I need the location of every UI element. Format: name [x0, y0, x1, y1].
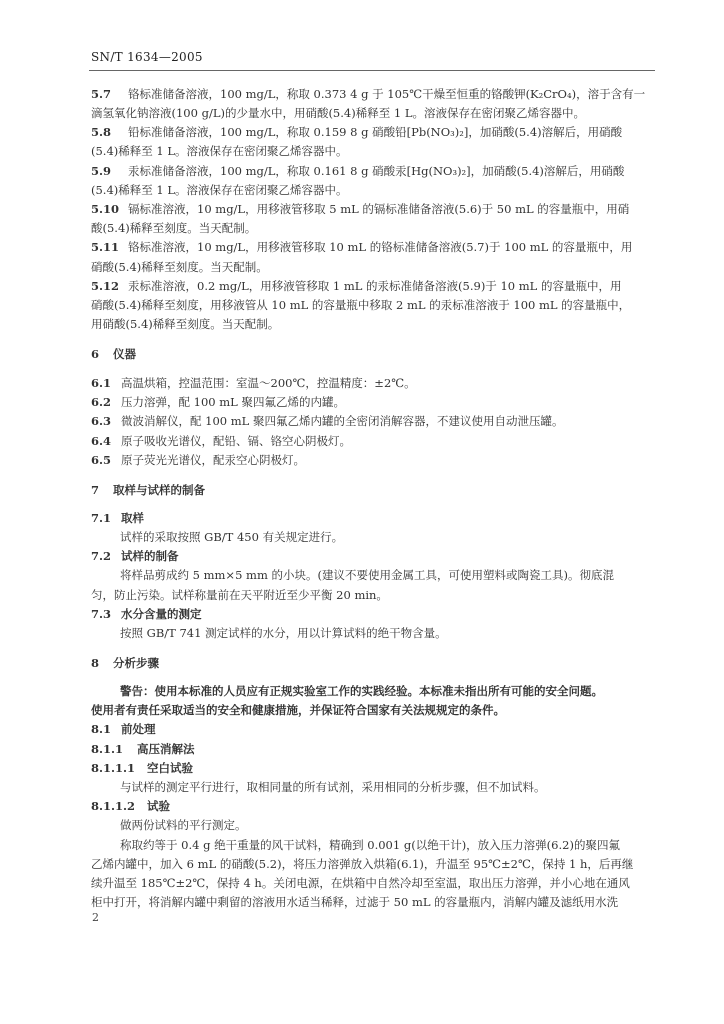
clause-text: 硝酸(5.4)稀释至刻度。当天配制。: [91, 260, 268, 274]
clause-text: 按照 GB/T 741 测定试样的水分，用以计算试料的绝干物含量。: [120, 626, 447, 640]
item-5-9: [91, 162, 657, 181]
clause-text: 铅标准储备溶液，100 mg/L，称取 0.159 8 g 硝酸铅[Pb(NO₃)₂]，加硝酸(5.4)溶解后，用硝酸: [128, 125, 623, 139]
item-7-1-body: [91, 528, 657, 547]
clause-number: 8.1.1: [91, 742, 124, 756]
clause-text: 做两份试料的平行测定。: [120, 818, 247, 832]
item-5-12-cont: [91, 296, 657, 315]
clause-number: 5.10: [91, 202, 120, 216]
item-5-12-cont2: [91, 315, 657, 334]
item-5-11: [91, 238, 657, 257]
clause-title: 前处理: [121, 722, 156, 736]
clause-number: 8.1: [91, 722, 112, 736]
clause-number: 6.3: [91, 414, 112, 428]
warning-line-2: [91, 701, 657, 720]
procedure-line-1: [91, 836, 657, 855]
clause-text: 滴氢氧化钠溶液(100 g/L)的少量水中，用硝酸(5.4)稀释至 1 L。溶液保存在密闭聚乙烯容器中。: [91, 106, 585, 120]
procedure-line-2: [91, 855, 657, 874]
item-6-1: [91, 374, 657, 393]
warning-text: 使用者有责任采取适当的安全和健康措施，并保证符合国家有关法规规定的条件。: [91, 703, 505, 717]
section-6-heading: [91, 345, 657, 364]
item-5-7: [91, 85, 657, 104]
clause-text: (5.4)稀释至 1 L。溶液保存在密闭聚乙烯容器中。: [91, 144, 348, 158]
clause-title: 水分含量的测定: [121, 607, 202, 621]
item-6-4: [91, 432, 657, 451]
item-5-8: [91, 123, 657, 142]
item-8-1-heading: [91, 720, 657, 739]
clause-text: 原子吸收光谱仪，配铅、镉、铬空心阴极灯。: [121, 434, 351, 448]
clause-number: 6.1: [91, 376, 112, 390]
clause-text: 将样品剪成约 5 mm×5 mm 的小块。(建议不要使用金属工具，可使用塑料或陶瓷工具)。彻底混: [120, 568, 614, 582]
clause-text: 与试样的测定平行进行，取相同量的所有试剂，采用相同的分析步骤，但不加试料。: [120, 780, 546, 794]
item-7-3-heading: [91, 605, 657, 624]
clause-number: 5.12: [91, 279, 120, 293]
item-5-10-cont: [91, 219, 657, 238]
item-8-1-1-2-heading: [91, 797, 657, 816]
item-5-8-cont: [91, 142, 657, 161]
item-7-2-heading: [91, 547, 657, 566]
clause-text: 镉标准溶液，10 mg/L，用移液管移取 5 mL 的镉标准储备溶液(5.6)于 50 mL 的容量瓶中，用硝: [128, 202, 630, 216]
item-7-2-body: [91, 566, 657, 585]
clause-text: 柜中打开，将消解内罐中剩留的溶液用水适当稀释，过滤于 50 mL 的容量瓶内，消解内罐及滤纸用水洗: [91, 895, 619, 909]
item-5-11-cont: [91, 258, 657, 277]
procedure-line-4: [91, 893, 657, 912]
clause-text: 酸(5.4)稀释至刻度。当天配制。: [91, 221, 257, 235]
clause-text: 汞标准储备溶液，100 mg/L，称取 0.161 8 g 硝酸汞[Hg(NO₃)₂]，加硝酸(5.4)溶解后，用硝酸: [128, 164, 625, 178]
document-code: SN/T 1634—2005: [91, 50, 203, 64]
warning-line-1: [91, 682, 657, 701]
clause-text: 用硝酸(5.4)稀释至刻度。当天配制。: [91, 317, 280, 331]
item-8-1-1-heading: [91, 740, 657, 759]
clause-text: 微波消解仪，配 100 mL 聚四氟乙烯内罐的全密闭消解容器，不建议使用自动泄压罐。: [121, 414, 564, 428]
section-number: 8: [91, 656, 100, 670]
section-number: 6: [91, 347, 100, 361]
clause-text: (5.4)稀释至 1 L。溶液保存在密闭聚乙烯容器中。: [91, 183, 348, 197]
clause-text: 乙烯内罐中，加入 6 mL 的硝酸(5.2)，将压力溶弹放入烘箱(6.1)，升温至 95℃±2℃，保持 1 h，后再继: [91, 857, 634, 871]
item-6-3: [91, 412, 657, 431]
item-8-1-1-1-heading: [91, 759, 657, 778]
item-7-3-body: [91, 624, 657, 643]
section-title: 仪器: [113, 347, 136, 361]
clause-text: 硝酸(5.4)稀释至刻度，用移液管从 10 mL 的容量瓶中移取 2 mL 的汞标准溶液于 100 mL 的容量瓶中，: [91, 298, 631, 312]
item-8-1-1-1-body: [91, 778, 657, 797]
section-title: 取样与试样的制备: [113, 483, 205, 497]
item-5-10: [91, 200, 657, 219]
item-6-2: [91, 393, 657, 412]
item-7-2-body-cont: [91, 586, 657, 605]
clause-text: 称取约等于 0.4 g 绝干重量的风干试料，精确到 0.001 g(以绝干计)，放入压力溶弹(6.2)的聚四氟: [120, 838, 620, 852]
item-6-5: [91, 451, 657, 470]
clause-number: 5.8: [91, 125, 112, 139]
clause-title: 试验: [147, 799, 170, 813]
clause-number: 8.1.1.2: [91, 799, 136, 813]
item-8-1-1-2-body: [91, 816, 657, 835]
clause-number: 6.2: [91, 395, 112, 409]
clause-number: 7.1: [91, 511, 112, 525]
clause-number: 5.7: [91, 87, 112, 101]
item-7-1-heading: [91, 509, 657, 528]
item-5-7-cont: [91, 104, 657, 123]
clause-title: 高压消解法: [137, 742, 195, 756]
clause-number: 5.9: [91, 164, 112, 178]
warning-text: 警告：使用本标准的人员应有正规实验室工作的实践经验。本标准未指出所有可能的安全问题。: [120, 684, 603, 698]
clause-text: 匀，防止污染。试样称量前在天平附近至少平衡 20 min。: [91, 588, 388, 602]
clause-text: 铬标准储备溶液，100 mg/L，称取 0.373 4 g 于 105℃干燥至恒重的铬酸钾(K₂CrO₄)，溶于含有一: [128, 87, 646, 101]
clause-title: 取样: [121, 511, 144, 525]
clause-number: 7.2: [91, 549, 112, 563]
clause-text: 续升温至 185℃±2℃，保持 4 h。关闭电源，在烘箱中自然冷却至室温，取出压力溶弹，并小心地在通风: [91, 876, 630, 890]
clause-title: 空白试验: [147, 761, 193, 775]
item-5-12: [91, 277, 657, 296]
clause-number: 6.5: [91, 453, 112, 467]
clause-text: 压力溶弹，配 100 mL 聚四氟乙烯的内罐。: [121, 395, 345, 409]
clause-text: 汞标准溶液，0.2 mg/L，用移液管移取 1 mL 的汞标准储备溶液(5.9)于 10 mL 的容量瓶中，用: [128, 279, 622, 293]
procedure-line-3: [91, 874, 657, 893]
clause-number: 7.3: [91, 607, 112, 621]
clause-number: 6.4: [91, 434, 112, 448]
clause-text: 原子荧光光谱仪，配汞空心阴极灯。: [121, 453, 305, 467]
header-rule: [89, 70, 655, 71]
clause-number: 5.11: [91, 240, 120, 254]
page-number: 2: [92, 911, 99, 924]
section-number: 7: [91, 483, 100, 497]
clause-text: 高温烘箱，控温范围：室温～200℃，控温精度：±2℃。: [121, 376, 416, 390]
clause-text: 试样的采取按照 GB/T 450 有关规定进行。: [120, 530, 344, 544]
clause-title: 试样的制备: [121, 549, 179, 563]
section-8-heading: [91, 654, 657, 673]
section-title: 分析步骤: [113, 656, 159, 670]
section-7-heading: [91, 481, 657, 500]
clause-text: 铬标准溶液，10 mg/L，用移液管移取 10 mL 的铬标准储备溶液(5.7)于 100 mL 的容量瓶中，用: [128, 240, 633, 254]
item-5-9-cont: [91, 181, 657, 200]
clause-number: 8.1.1.1: [91, 761, 136, 775]
